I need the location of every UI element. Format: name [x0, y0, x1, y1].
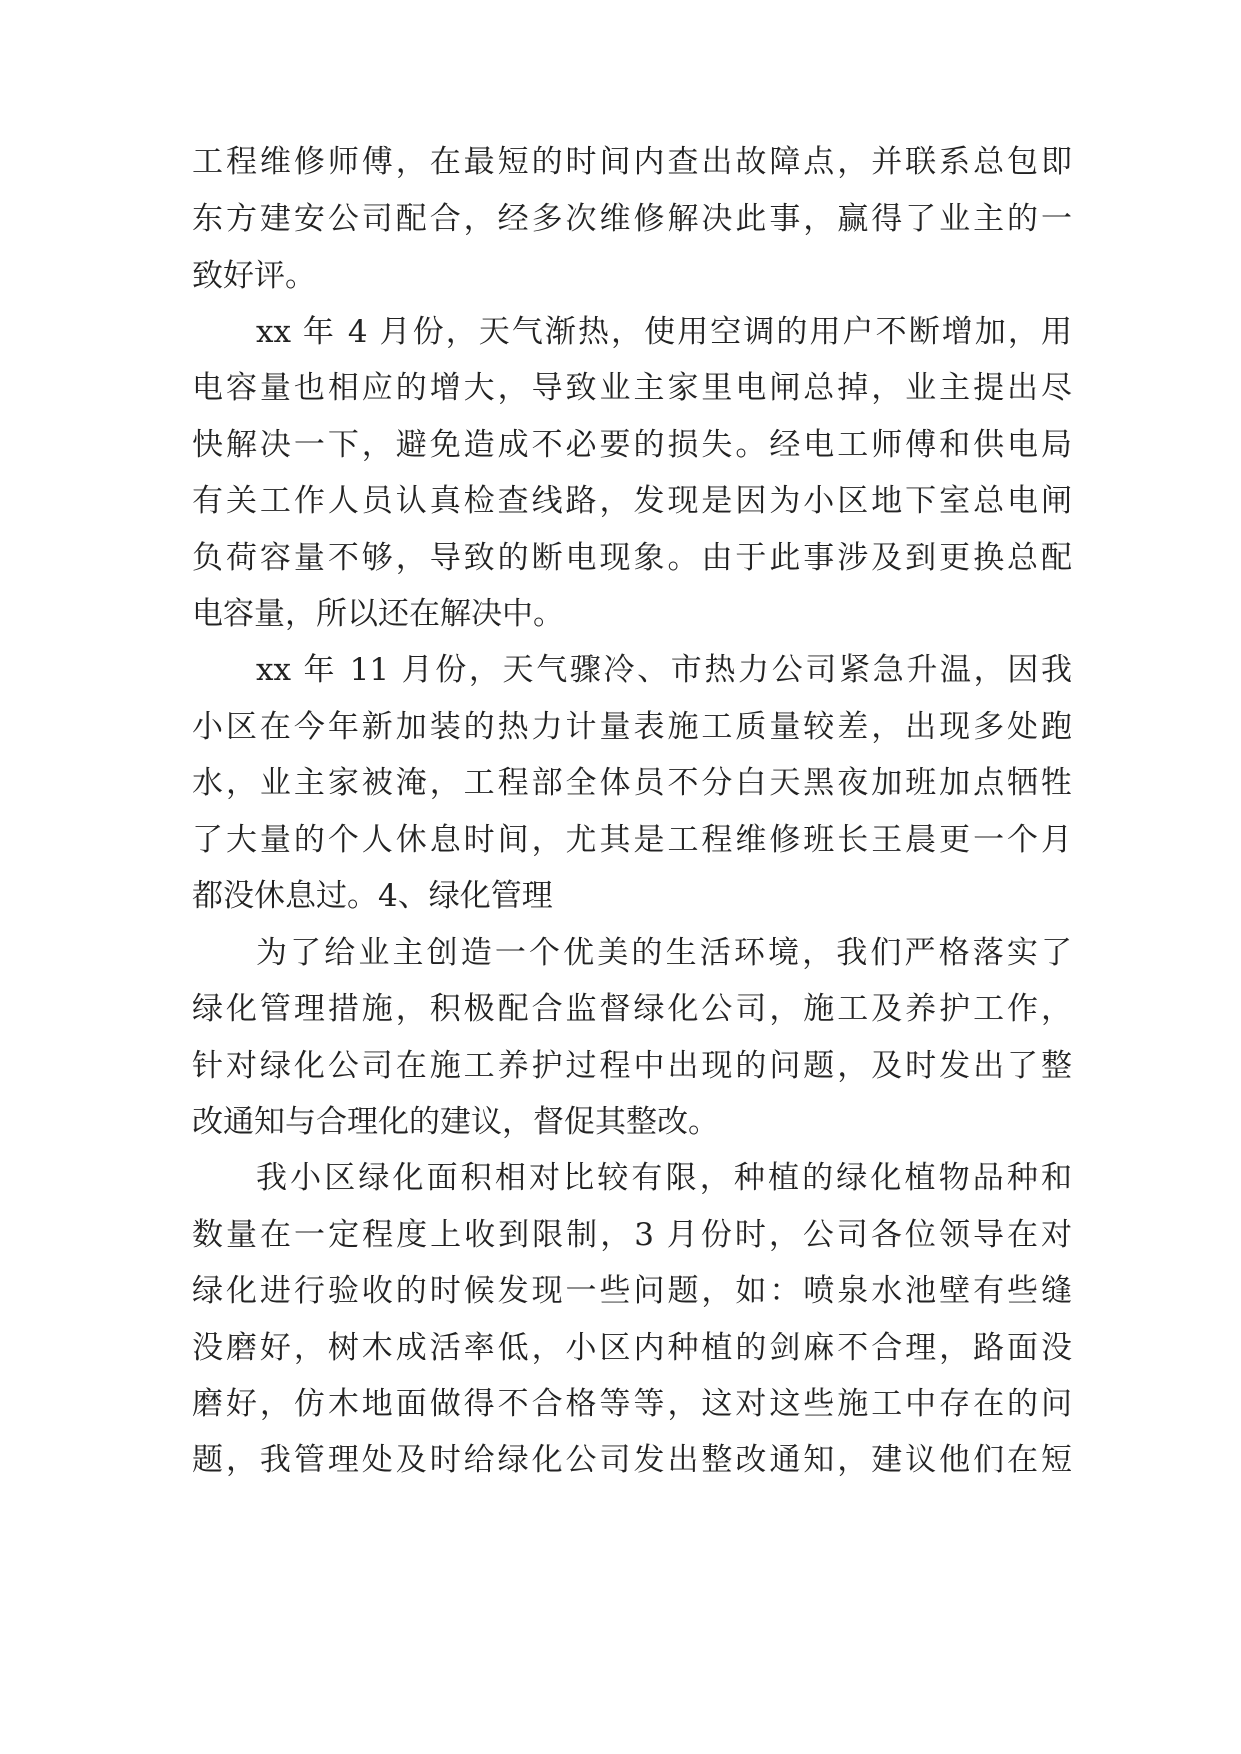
- text-line: xx 年 4 月份，天气渐热，使用空调的用户不断增加，用: [256, 314, 1072, 350]
- text-line: 题，我管理处及时给绿化公司发出整改通知，建议他们在短: [192, 1442, 1072, 1478]
- text-line: 负荷容量不够，导致的断电现象。由于此事涉及到更换总配: [192, 540, 1072, 576]
- text-line: 了大量的个人休息时间，尤其是工程维修班长王晨更一个月: [192, 822, 1072, 858]
- text-line: 磨好，仿木地面做得不合格等等，这对这些施工中存在的问: [192, 1386, 1072, 1422]
- text-line: 都没休息过。4、绿化管理: [192, 878, 553, 914]
- text-line: 针对绿化公司在施工养护过程中出现的问题，及时发出了整: [192, 1048, 1072, 1084]
- text-line: 改通知与合理化的建议，督促其整改。: [192, 1104, 719, 1140]
- text-line: 水，业主家被淹，工程部全体员不分白天黑夜加班加点牺牲: [192, 765, 1072, 801]
- text-line: 绿化进行验收的时候发现一些问题，如：喷泉水池壁有些缝: [192, 1273, 1072, 1309]
- text-line: 没磨好，树木成活率低，小区内种植的剑麻不合理，路面没: [192, 1330, 1072, 1366]
- text-line: 电容量，所以还在解决中。: [192, 596, 564, 632]
- text-line: 为了给业主创造一个优美的生活环境，我们严格落实了: [256, 935, 1072, 971]
- text-line: 小区在今年新加装的热力计量表施工质量较差，出现多处跑: [192, 709, 1072, 745]
- text-line: 绿化管理措施，积极配合监督绿化公司，施工及养护工作，: [192, 991, 1072, 1027]
- text-line: 快解决一下，避免造成不必要的损失。经电工师傅和供电局: [192, 427, 1072, 463]
- text-line: 电容量也相应的增大，导致业主家里电闸总掉，业主提出尽: [192, 370, 1072, 406]
- text-line: 有关工作人员认真检查线路，发现是因为小区地下室总电闸: [192, 483, 1072, 519]
- text-line: xx 年 11 月份，天气骤冷、市热力公司紧急升温，因我: [256, 652, 1072, 688]
- text-line: 我小区绿化面积相对比较有限，种植的绿化植物品种和: [256, 1160, 1072, 1196]
- text-line: 东方建安公司配合，经多次维修解决此事，赢得了业主的一: [192, 201, 1072, 237]
- text-line: 致好评。: [192, 258, 316, 294]
- text-line: 数量在一定程度上收到限制，3 月份时，公司各位领导在对: [192, 1217, 1072, 1253]
- text-line: 工程维修师傅，在最短的时间内查出故障点，并联系总包即: [192, 144, 1072, 180]
